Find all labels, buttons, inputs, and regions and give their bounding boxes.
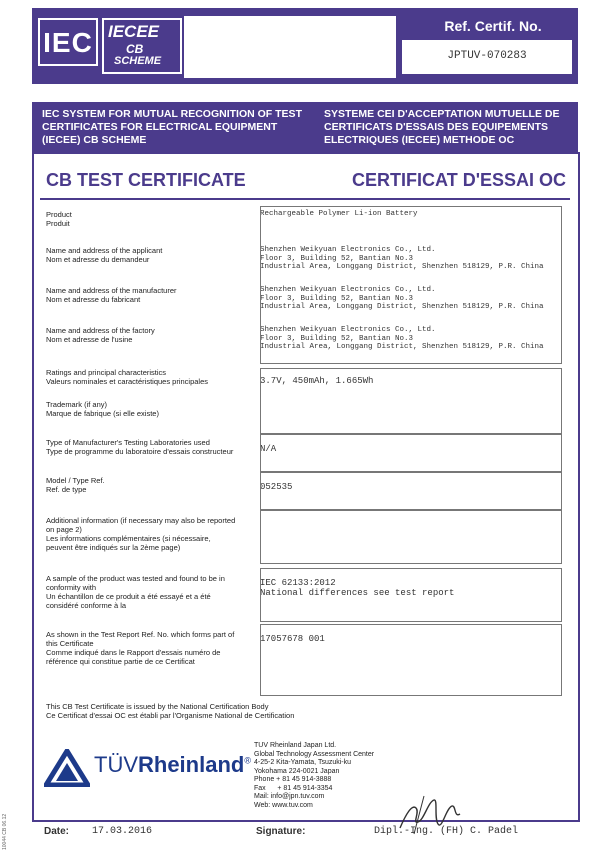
signature-label: Signature:	[256, 826, 306, 837]
trademark-label: Trademark (if any) Marque de fabrique (si elle existe)	[46, 400, 159, 418]
factory-label: Name and address of the factory Nom et adresse de l'usine	[46, 326, 155, 344]
tuv-triangle-logo	[44, 749, 90, 787]
issuer-address-line: Web: www.tuv.com	[254, 801, 313, 809]
certificate-header	[32, 8, 578, 84]
system-title-fr: SYSTEME CEI D'ACCEPTATION MUTUELLE DE CERTIFICATS D'ESSAIS DES EQUIPEMENTS ELECTRIQUES (IECEE) METHODE OC	[324, 108, 560, 146]
testing-lab-value: N/A	[260, 444, 277, 454]
scheme-logo-text: SCHEME	[114, 55, 162, 67]
issuer-address-line: Phone + 81 45 914-3888	[254, 776, 332, 783]
certificate-page	[32, 8, 578, 856]
applicant-address: Shenzhen Weikyuan Electronics Co., Ltd. Floor 3, Building 52, Bantian No.3 Industrial Area, Longgang District, Shenzhen 518129, P.R. China	[260, 246, 544, 271]
testing-lab-label: Type of Manufacturer's Testing Laboratories used Type de programme du laboratoire d'essais constructeur	[46, 438, 234, 456]
iec-logo-text: IEC	[43, 27, 93, 58]
issuer-address-line: Fax + 81 45 914-3354	[254, 784, 333, 792]
model-label: Model / Type Ref. Ref. de type	[46, 476, 105, 494]
manufacturer-label: Name and address of the manufacturer Nom et adresse du fabricant	[46, 286, 177, 304]
date-label: Date:	[44, 826, 70, 837]
issuer-address-line: Mail: info@jpn.tuv.com	[254, 793, 325, 800]
issuer-address-line: 4-25-2 Kita-Yamata, Tsuzuki-ku	[254, 759, 352, 766]
model-box	[260, 472, 562, 510]
certificate-title-en: CB TEST CERTIFICATE	[46, 170, 246, 190]
test-report-value: 17057678 001	[260, 634, 325, 644]
ref-certif-number: JPTUV-070283	[447, 50, 527, 62]
product-value: Rechargeable Polymer Li-ion Battery	[260, 210, 418, 218]
ratings-value: 3.7V, 450mAh, 1.665Wh	[260, 376, 374, 386]
title-divider	[40, 198, 570, 200]
issuer-address-line: TUV Rheinland Japan Ltd.	[254, 742, 337, 749]
ratings-box	[260, 368, 562, 434]
manufacturer-address: Shenzhen Weikyuan Electronics Co., Ltd. Floor 3, Building 52, Bantian No.3 Industrial Area, Longgang District, Shenzhen 518129, P.R. China	[260, 286, 544, 311]
sample-conformity-value: IEC 62133:2012 National differences see test report	[260, 578, 455, 598]
factory-address: Shenzhen Weikyuan Electronics Co., Ltd. Floor 3, Building 52, Bantian No.3 Industrial Area, Longgang District, Shenzhen 518129, P.R. China	[260, 326, 544, 351]
date-value: 17.03.2016	[92, 826, 153, 837]
testing-lab-box	[260, 434, 562, 472]
certificate-body	[32, 152, 580, 837]
iec-logo	[38, 18, 98, 66]
tuv-rheinland-wordmark: TÜVRheinland®	[94, 752, 251, 777]
issued-by-statement: This CB Test Certificate is issued by the National Certification Body Ce Certificat d'essai OC est établi par l'Organisme National de Certification	[46, 702, 295, 720]
iecee-cb-scheme-logo	[102, 18, 182, 74]
signatory-name: Dipl.-Ing. (FH) C. Padel	[374, 826, 519, 837]
issuer-address-line: Yokohama 224-0021 Japan	[254, 767, 340, 775]
additional-info-label: Additional information (if necessary may also be reported on page 2) Les informations complémentaires (si nécessaire, peuvent être indiqués sur la 2ème page)	[46, 516, 236, 552]
system-title-en: IEC SYSTEM FOR MUTUAL RECOGNITION OF TEST CERTIFICATES FOR ELECTRICAL EQUIPMENT (IECEE) CB SCHEME	[42, 108, 302, 146]
ref-certif-label: Ref. Certif. No.	[444, 18, 542, 34]
addresses-box	[260, 206, 562, 364]
form-code-note: 10044 CB 06.12	[2, 813, 8, 850]
issuer-address-line: Global Technology Assessment Center	[254, 750, 375, 758]
test-report-label: As shown in the Test Report Ref. No. which forms part of this Certificate Comme indiqué dans le Rapport d'essais numéro de référence qui constitue partie de ce Certificat	[46, 630, 235, 666]
test-report-box	[260, 624, 562, 696]
iecee-logo-text: IECEE	[108, 22, 160, 41]
ratings-label: Ratings and principal characteristics Valeurs nominales et caractéristiques principales	[46, 368, 209, 386]
applicant-label: Name and address of the applicant Nom et adresse du demandeur	[46, 246, 163, 264]
standards-box	[260, 568, 562, 622]
ref-certif-box	[402, 40, 572, 74]
additional-info-box	[260, 510, 562, 564]
header-blank-panel	[184, 16, 396, 78]
product-label: Product Produit	[46, 210, 72, 228]
system-banner	[32, 102, 578, 152]
model-value: 052535	[260, 482, 293, 492]
sample-conformity-label: A sample of the product was tested and found to be in conformity with Un échantillon de ce produit a été essayé et a été considéré conforme à la	[46, 574, 225, 610]
certificate-title-fr: CERTIFICAT D'ESSAI OC	[352, 170, 566, 190]
cb-logo-text: CB	[126, 42, 144, 56]
